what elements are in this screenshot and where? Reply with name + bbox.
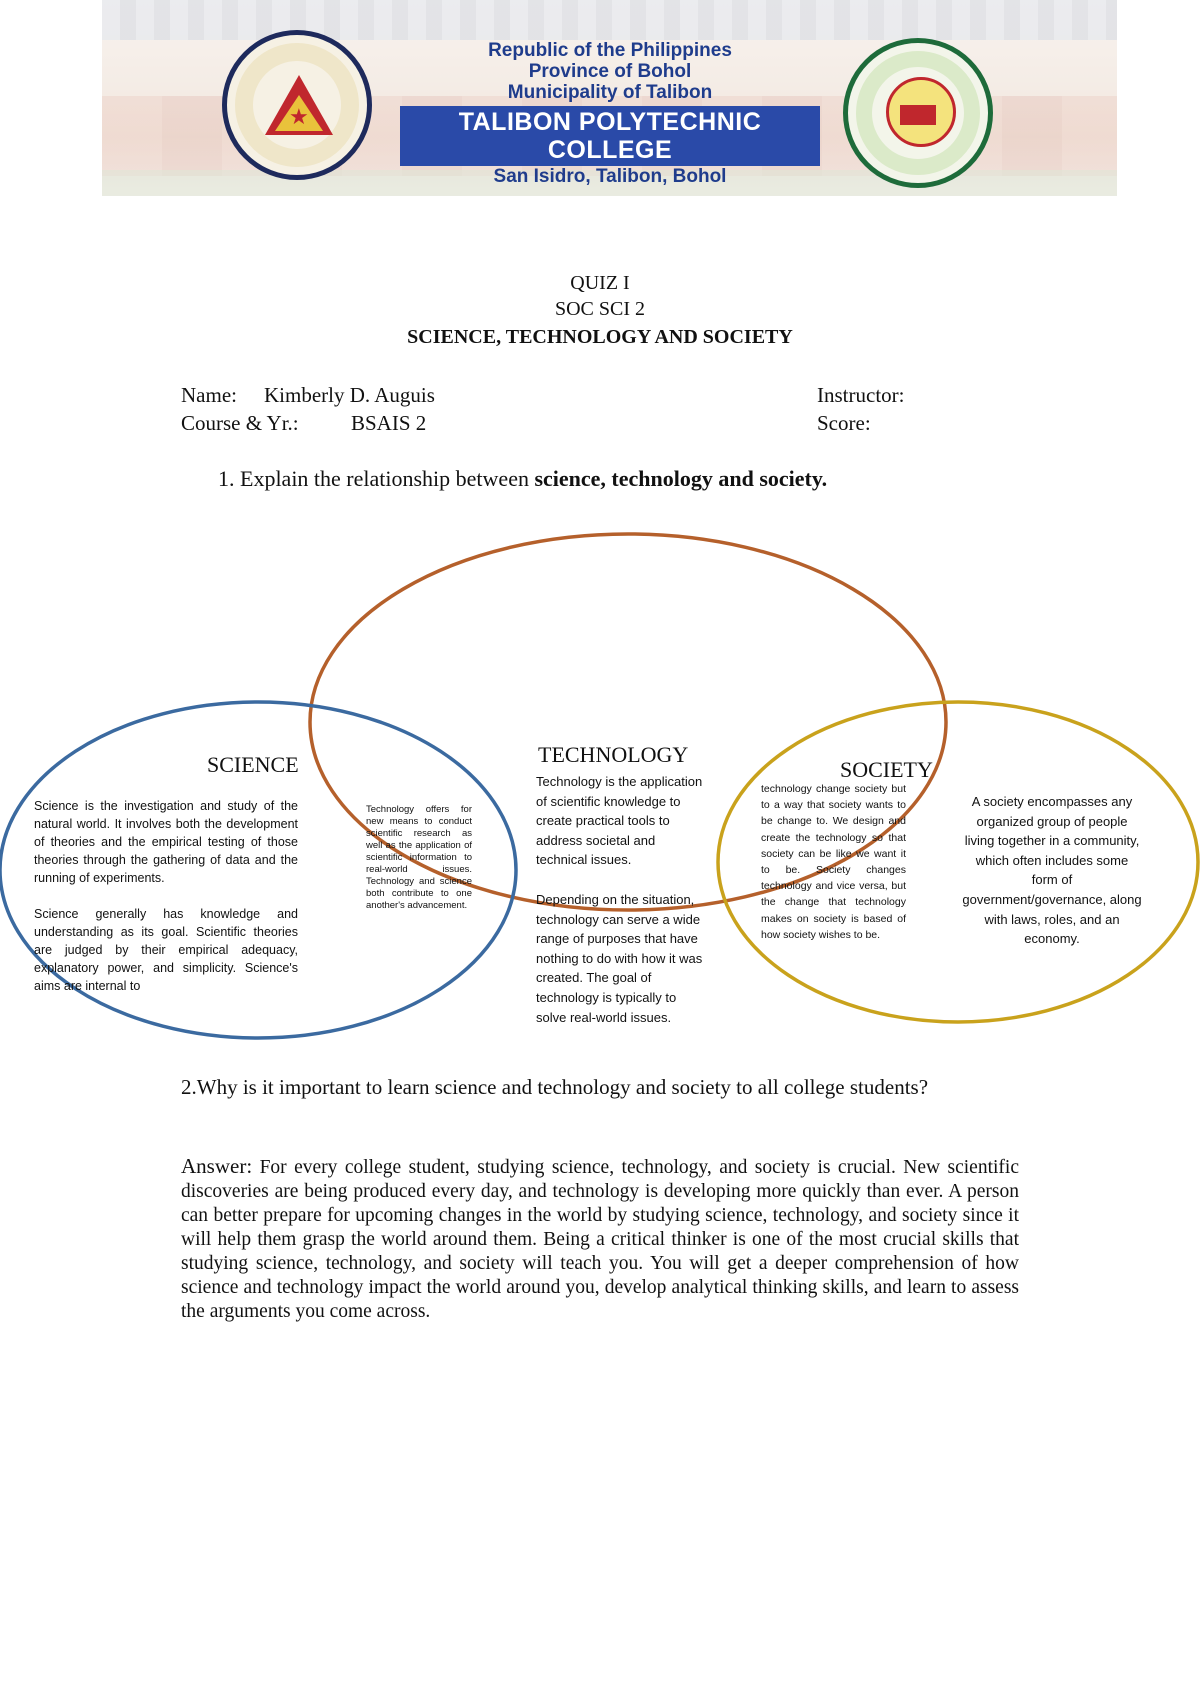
- question-1: [218, 465, 827, 493]
- quiz-title: QUIZ I: [570, 272, 630, 294]
- college-seal-logo: [843, 38, 993, 188]
- score-label: Score:: [817, 411, 871, 435]
- science-paragraph-1: Science is the investigation and study of the natural world. It involves both the development of theories and the empirical testing of those theories through the gathering of data and the running of experiments.: [34, 799, 298, 885]
- name-value: Kimberly D. Auguis: [264, 383, 435, 407]
- science-paragraph-2: Science generally has knowledge and understanding as its goal. Scientific theories are judged by their empirical adequacy, explanatory power, and simplicity. Science's aims are internal to: [34, 907, 298, 993]
- technology-paragraph-2: Depending on the situation, technology can serve a wide range of purposes that have nothing to do with how it was created. The goal of technology is typically to solve real-world issues.: [536, 891, 703, 1025]
- header-line-2: Province of Bohol: [528, 61, 692, 82]
- society-label: SOCIETY: [840, 757, 933, 782]
- subject-code: SOC SCI 2: [554, 298, 646, 320]
- course-label: Course & Yr.:: [181, 411, 299, 435]
- technology-society-overlap-text: technology change society but to a way that society wants to be change to. We design and create the technology so that society can be like we want it to be. Society changes technology and vice versa, but the change that technology makes on society is based of how society wishes to be.: [761, 783, 906, 941]
- name-label: Name:: [181, 383, 237, 407]
- answer-label: Answer:: [181, 1154, 253, 1178]
- star-icon: ★: [289, 105, 309, 130]
- course-title: SCIENCE, TECHNOLOGY AND SOCIETY: [407, 326, 793, 348]
- municipality-seal-logo: [222, 30, 372, 180]
- science-label: SCIENCE: [207, 752, 299, 777]
- college-address: San Isidro, Talibon, Bohol: [493, 166, 727, 187]
- book-icon: [900, 105, 936, 125]
- header-line-3: Municipality of Talibon: [507, 82, 713, 103]
- header-line-1: Republic of the Philippines: [488, 40, 732, 61]
- technology-label: TECHNOLOGY: [538, 742, 689, 767]
- technology-paragraph-1: Technology is the application of scientific knowledge to create practical tools to address societal and technical issues.: [536, 774, 703, 868]
- technology-text: [536, 772, 706, 1027]
- science-technology-overlap-text: Technology offers for new means to conduct scientific research as well as the application of scientific information to real-world issues. Technology and science both contribute to one another's advancement.: [366, 804, 472, 911]
- society-text: A society encompasses any organized group of people living together in a community, which often includes some form of government/governance, along with laws, roles, and an economy.: [962, 794, 1142, 947]
- science-text: [34, 797, 298, 995]
- answer-text: For every college student, studying science, technology, and society is crucial. New scientific discoveries are being produced every day, and technology is developing more quickly than ever. A person can better prepare for upcoming changes in the world by studying science, technology, and society since it will help them grasp the world around them. Being a critical thinker is one of the most crucial skills that studying science, technology, and society will teach you. You will get a deeper comprehension of how science and technology impact the world around you, develop analytical thinking skills, and learn to assess the arguments you come across.: [181, 1157, 1019, 1322]
- header-text: [400, 40, 820, 188]
- question-2: 2.Why is it important to learn science and technology and society to all college students?: [181, 1075, 929, 1099]
- question-1-prefix: 1. Explain the relationship between: [218, 466, 535, 491]
- college-name: TALIBON POLYTECHNIC COLLEGE: [400, 106, 820, 166]
- course-value: BSAIS 2: [351, 411, 427, 435]
- question-1-emphasis: science, technology and society.: [534, 466, 828, 491]
- answer-block: [181, 1154, 1019, 1324]
- instructor-label: Instructor:: [817, 383, 905, 407]
